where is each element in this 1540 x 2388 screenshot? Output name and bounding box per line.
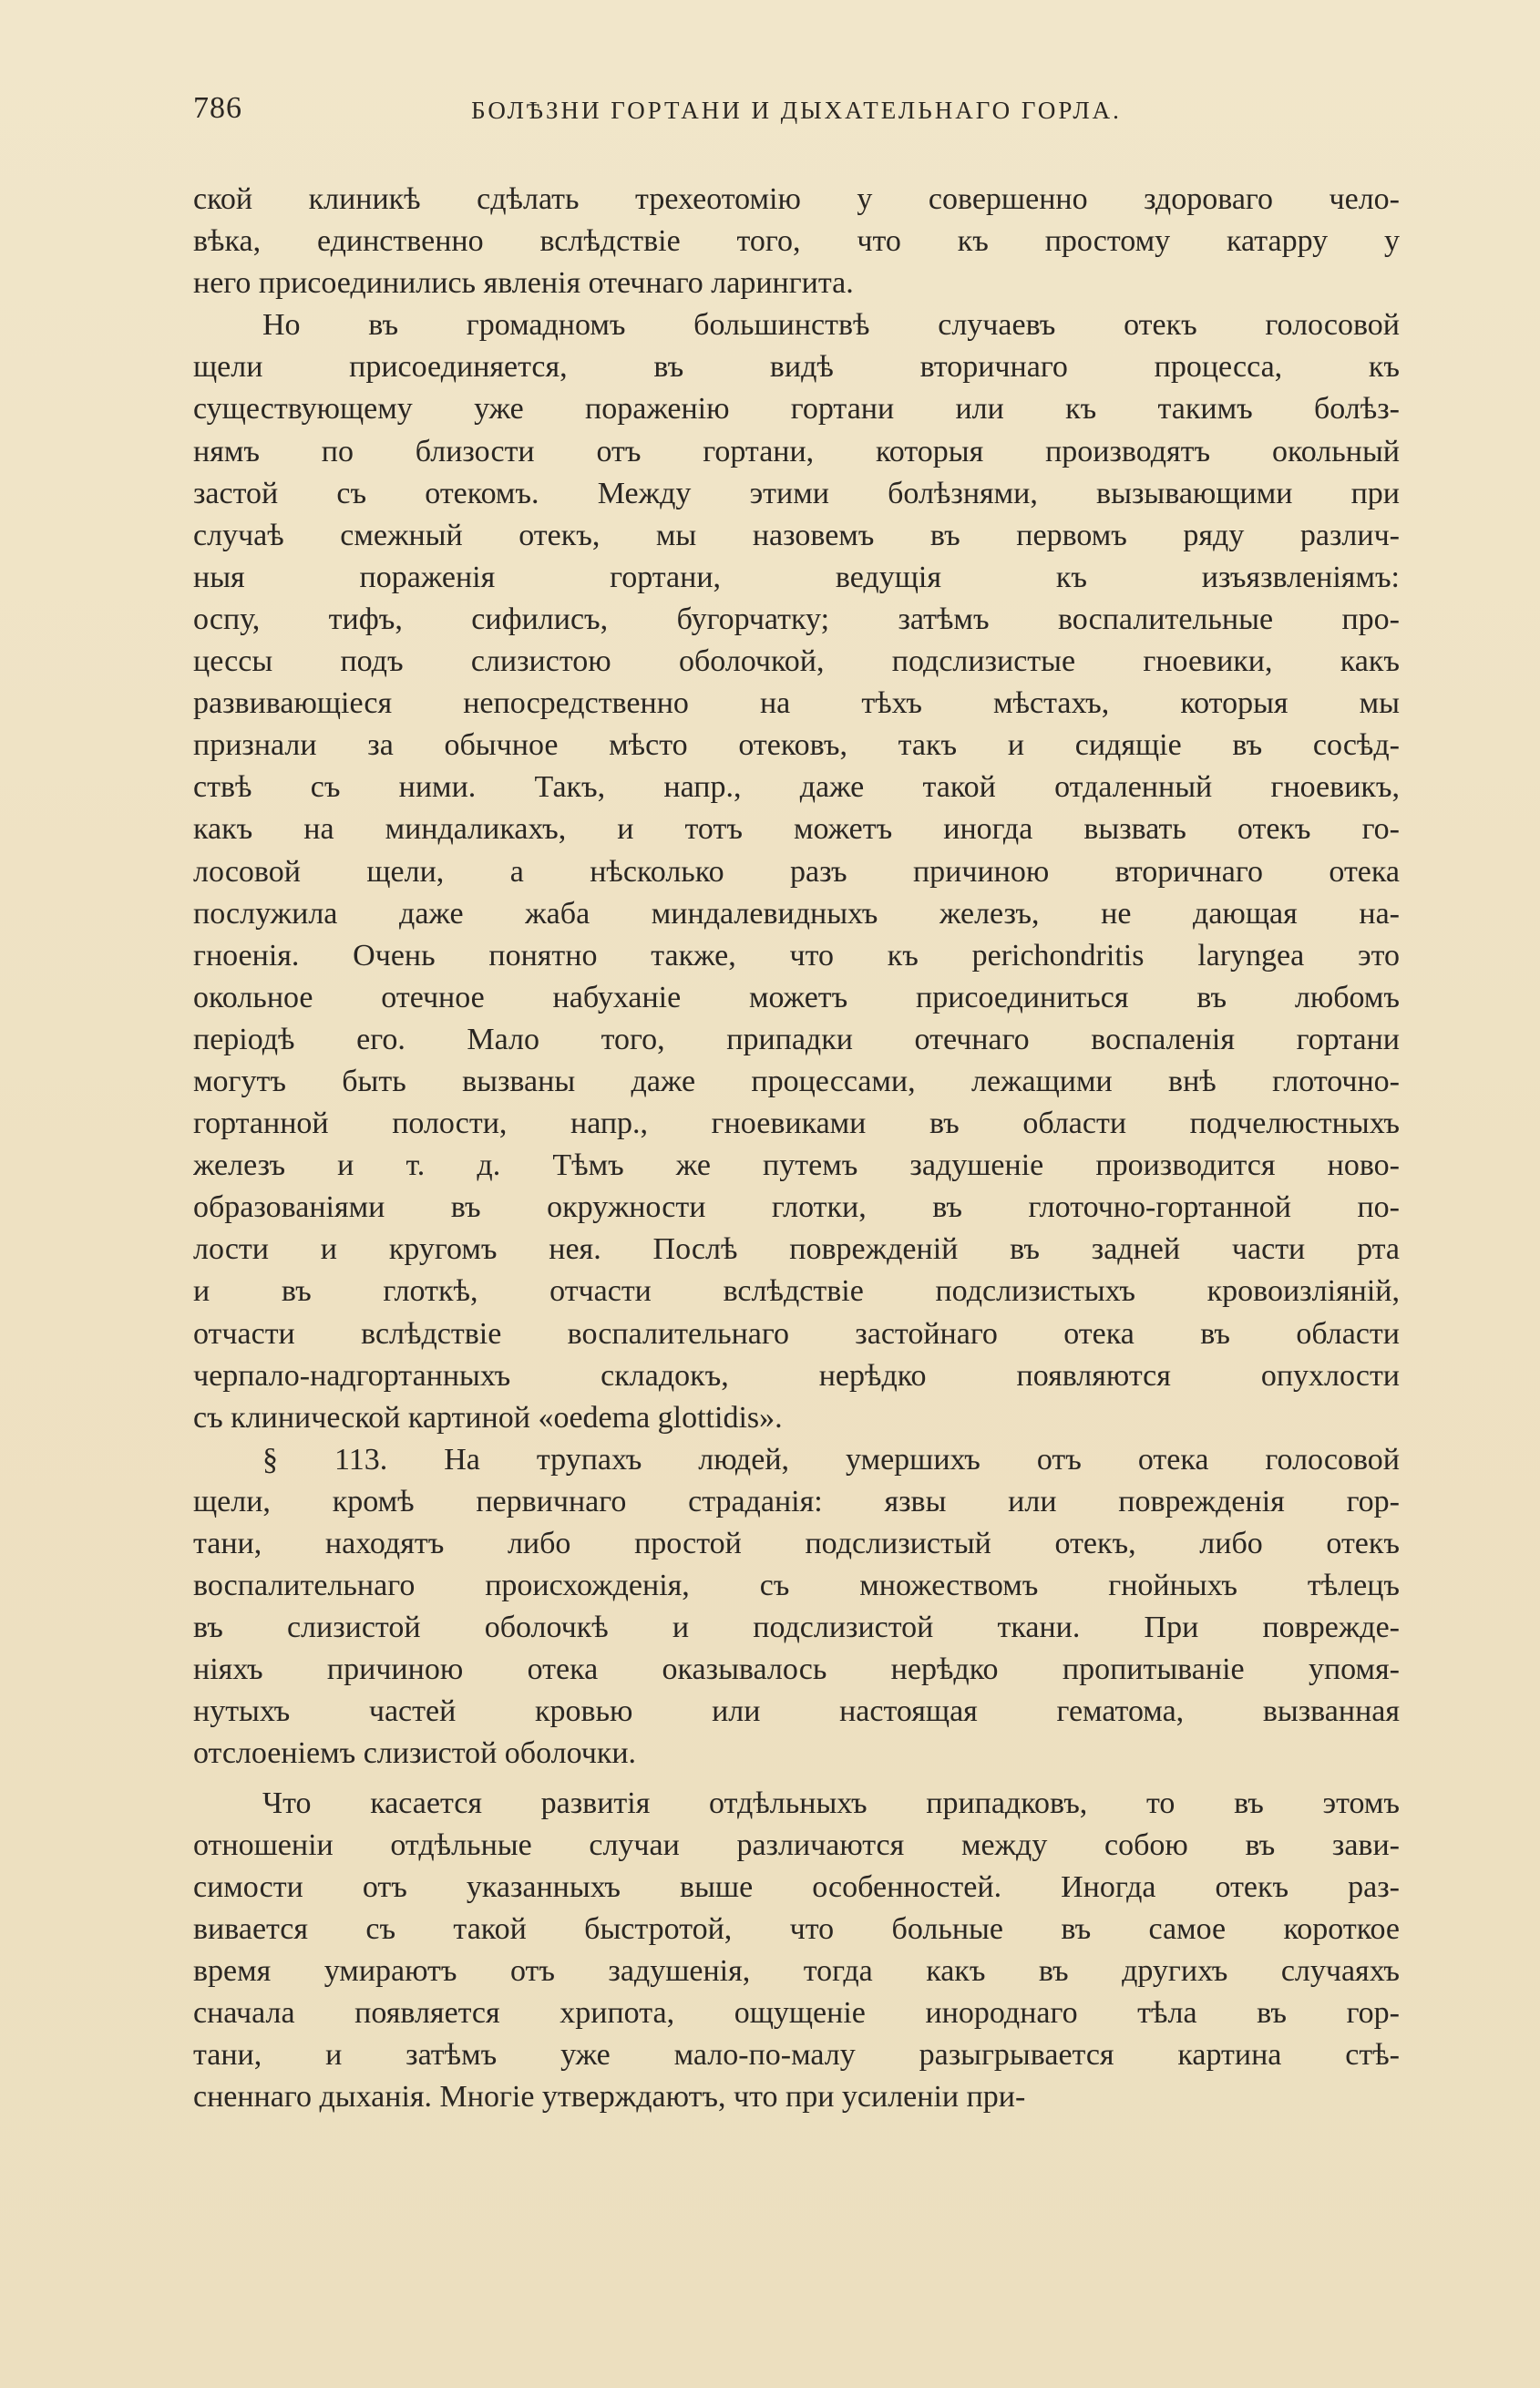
text-line: сначала появляется хрипота, ощущеніе инороднаго тѣла въ гор- [193, 1996, 1400, 2031]
text-line: § 113. На трупахъ людей, умершихъ отъ отека голосовой [262, 1442, 1400, 1477]
text-line: отслоеніемъ слизистой оболочки. [193, 1736, 637, 1771]
paragraph [193, 1439, 1400, 1776]
text-line: періодѣ его. Мало того, припадки отечнаго воспаленія гортани [193, 1022, 1400, 1056]
paragraph [193, 1783, 1400, 2119]
text-line: отчасти вслѣдствіе воспалительнаго застойнаго отека въ области [193, 1316, 1400, 1351]
text-line: сненнаго дыханія. Многіе утверждаютъ, что при усиленіи при- [193, 2080, 1026, 2115]
text-line: въ слизистой оболочкѣ и подслизистой ткани. При поврежде- [193, 1611, 1400, 1645]
text-line: и въ глоткѣ, отчасти вслѣдствіе подслизистыхъ кровоизліяній, [193, 1274, 1400, 1309]
text-line: симости отъ указанныхъ выше особенностей. Иногда отекъ раз- [193, 1869, 1400, 1904]
paragraph-gap [193, 1776, 1400, 1783]
text-line: окольное отечное набуханіе можетъ присоединиться въ любомъ [193, 980, 1400, 1014]
text-line: гортанной полости, напр., гноевиками въ области подчелюстныхъ [193, 1107, 1400, 1141]
text-line: случаѣ смежный отекъ, мы назовемъ въ первомъ ряду различ- [193, 518, 1400, 552]
text-line: образованіями въ окружности глотки, въ глоточно-гортанной по- [193, 1190, 1400, 1225]
page-number: 786 [193, 91, 242, 125]
text-line: нямъ по близости отъ гортани, которыя производятъ окольный [193, 434, 1400, 468]
body-text [193, 179, 1400, 2118]
text-line: Но въ громадномъ большинствѣ случаевъ отекъ голосовой [262, 308, 1400, 343]
text-line: существующему уже пораженію гортани или къ такимъ болѣз- [193, 392, 1400, 427]
text-line: гноенія. Очень понятно также, что къ perichondritis laryngea это [193, 938, 1400, 973]
text-line: щели присоединяется, въ видѣ вторичнаго процесса, къ [193, 350, 1400, 385]
text-line: отношеніи отдѣльные случаи различаются между собою въ зави- [193, 1827, 1400, 1862]
text-line: тани, и затѣмъ уже мало-по-малу разыгрывается картина стѣ- [193, 2038, 1400, 2073]
text-line: щели, кромѣ первичнаго страданія: язвы или поврежденія гор- [193, 1484, 1400, 1518]
text-line: него присоединились явленія отечнаго ларингита. [193, 266, 854, 301]
text-line: Что касается развитія отдѣльныхъ припадковъ, то въ этомъ [262, 1786, 1400, 1820]
text-line: воспалительнаго происхожденія, съ множествомъ гнойныхъ тѣлецъ [193, 1569, 1400, 1603]
paragraph [193, 304, 1400, 1439]
text-line: железъ и т. д. Тѣмъ же путемъ задушеніе производится ново- [193, 1148, 1400, 1183]
text-line: какъ на миндаликахъ, и тотъ можетъ иногда вызвать отекъ го- [193, 812, 1400, 847]
text-line: нутыхъ частей кровью или настоящая гематома, вызванная [193, 1694, 1400, 1729]
text-line: съ клинической картиной «oedema glottidis». [193, 1400, 783, 1435]
page-header [193, 91, 1400, 137]
text-line: признали за обычное мѣсто отековъ, такъ и сидящіе въ сосѣд- [193, 728, 1400, 763]
text-line: ніяхъ причиною отека оказывалось нерѣдко пропитываніе упомя- [193, 1652, 1400, 1687]
text-line: цессы подъ слизистою оболочкой, подслизистые гноевики, какъ [193, 644, 1400, 679]
text-line: время умираютъ отъ задушенія, тогда какъ въ другихъ случаяхъ [193, 1953, 1400, 1988]
text-line: ныя пораженія гортани, ведущія къ изъязвленіямъ: [193, 560, 1400, 594]
text-line: могутъ быть вызваны даже процессами, лежащими внѣ глоточно- [193, 1064, 1400, 1098]
text-line: вивается съ такой быстротой, что больные въ самое короткое [193, 1911, 1400, 1946]
text-line: оспу, тифъ, сифилисъ, бугорчатку; затѣмъ воспалительные про- [193, 602, 1400, 636]
text-line: лости и кругомъ нея. Послѣ поврежденій въ задней части рта [193, 1232, 1400, 1267]
text-line: ской клиникѣ сдѣлать трехеотомію у совершенно здороваго чело- [193, 182, 1400, 216]
text-line: послужила даже жаба миндалевидныхъ железъ, не дающая на- [193, 896, 1400, 931]
text-line: вѣка, единственно вслѣдствіе того, что къ простому катарру у [193, 224, 1400, 259]
text-line: застой съ отекомъ. Между этими болѣзнями, вызывающими при [193, 476, 1400, 510]
text-line: лосовой щели, а нѣсколько разъ причиною вторичнаго отека [193, 854, 1400, 889]
text-line: развивающіеся непосредственно на тѣхъ мѣстахъ, которыя мы [193, 686, 1400, 721]
text-line: тани, находятъ либо простой подслизистый отекъ, либо отекъ [193, 1527, 1400, 1560]
running-title: БОЛѢЗНИ ГОРТАНИ И ДЫХАТЕЛЬНАГО ГОРЛА. [471, 97, 1122, 124]
text-line: черпало-надгортанныхъ складокъ, нерѣдко появляются опухлости [193, 1358, 1400, 1393]
paragraph [193, 179, 1400, 304]
text-line: ствѣ съ ними. Такъ, напр., даже такой отдаленный гноевикъ, [193, 770, 1400, 805]
